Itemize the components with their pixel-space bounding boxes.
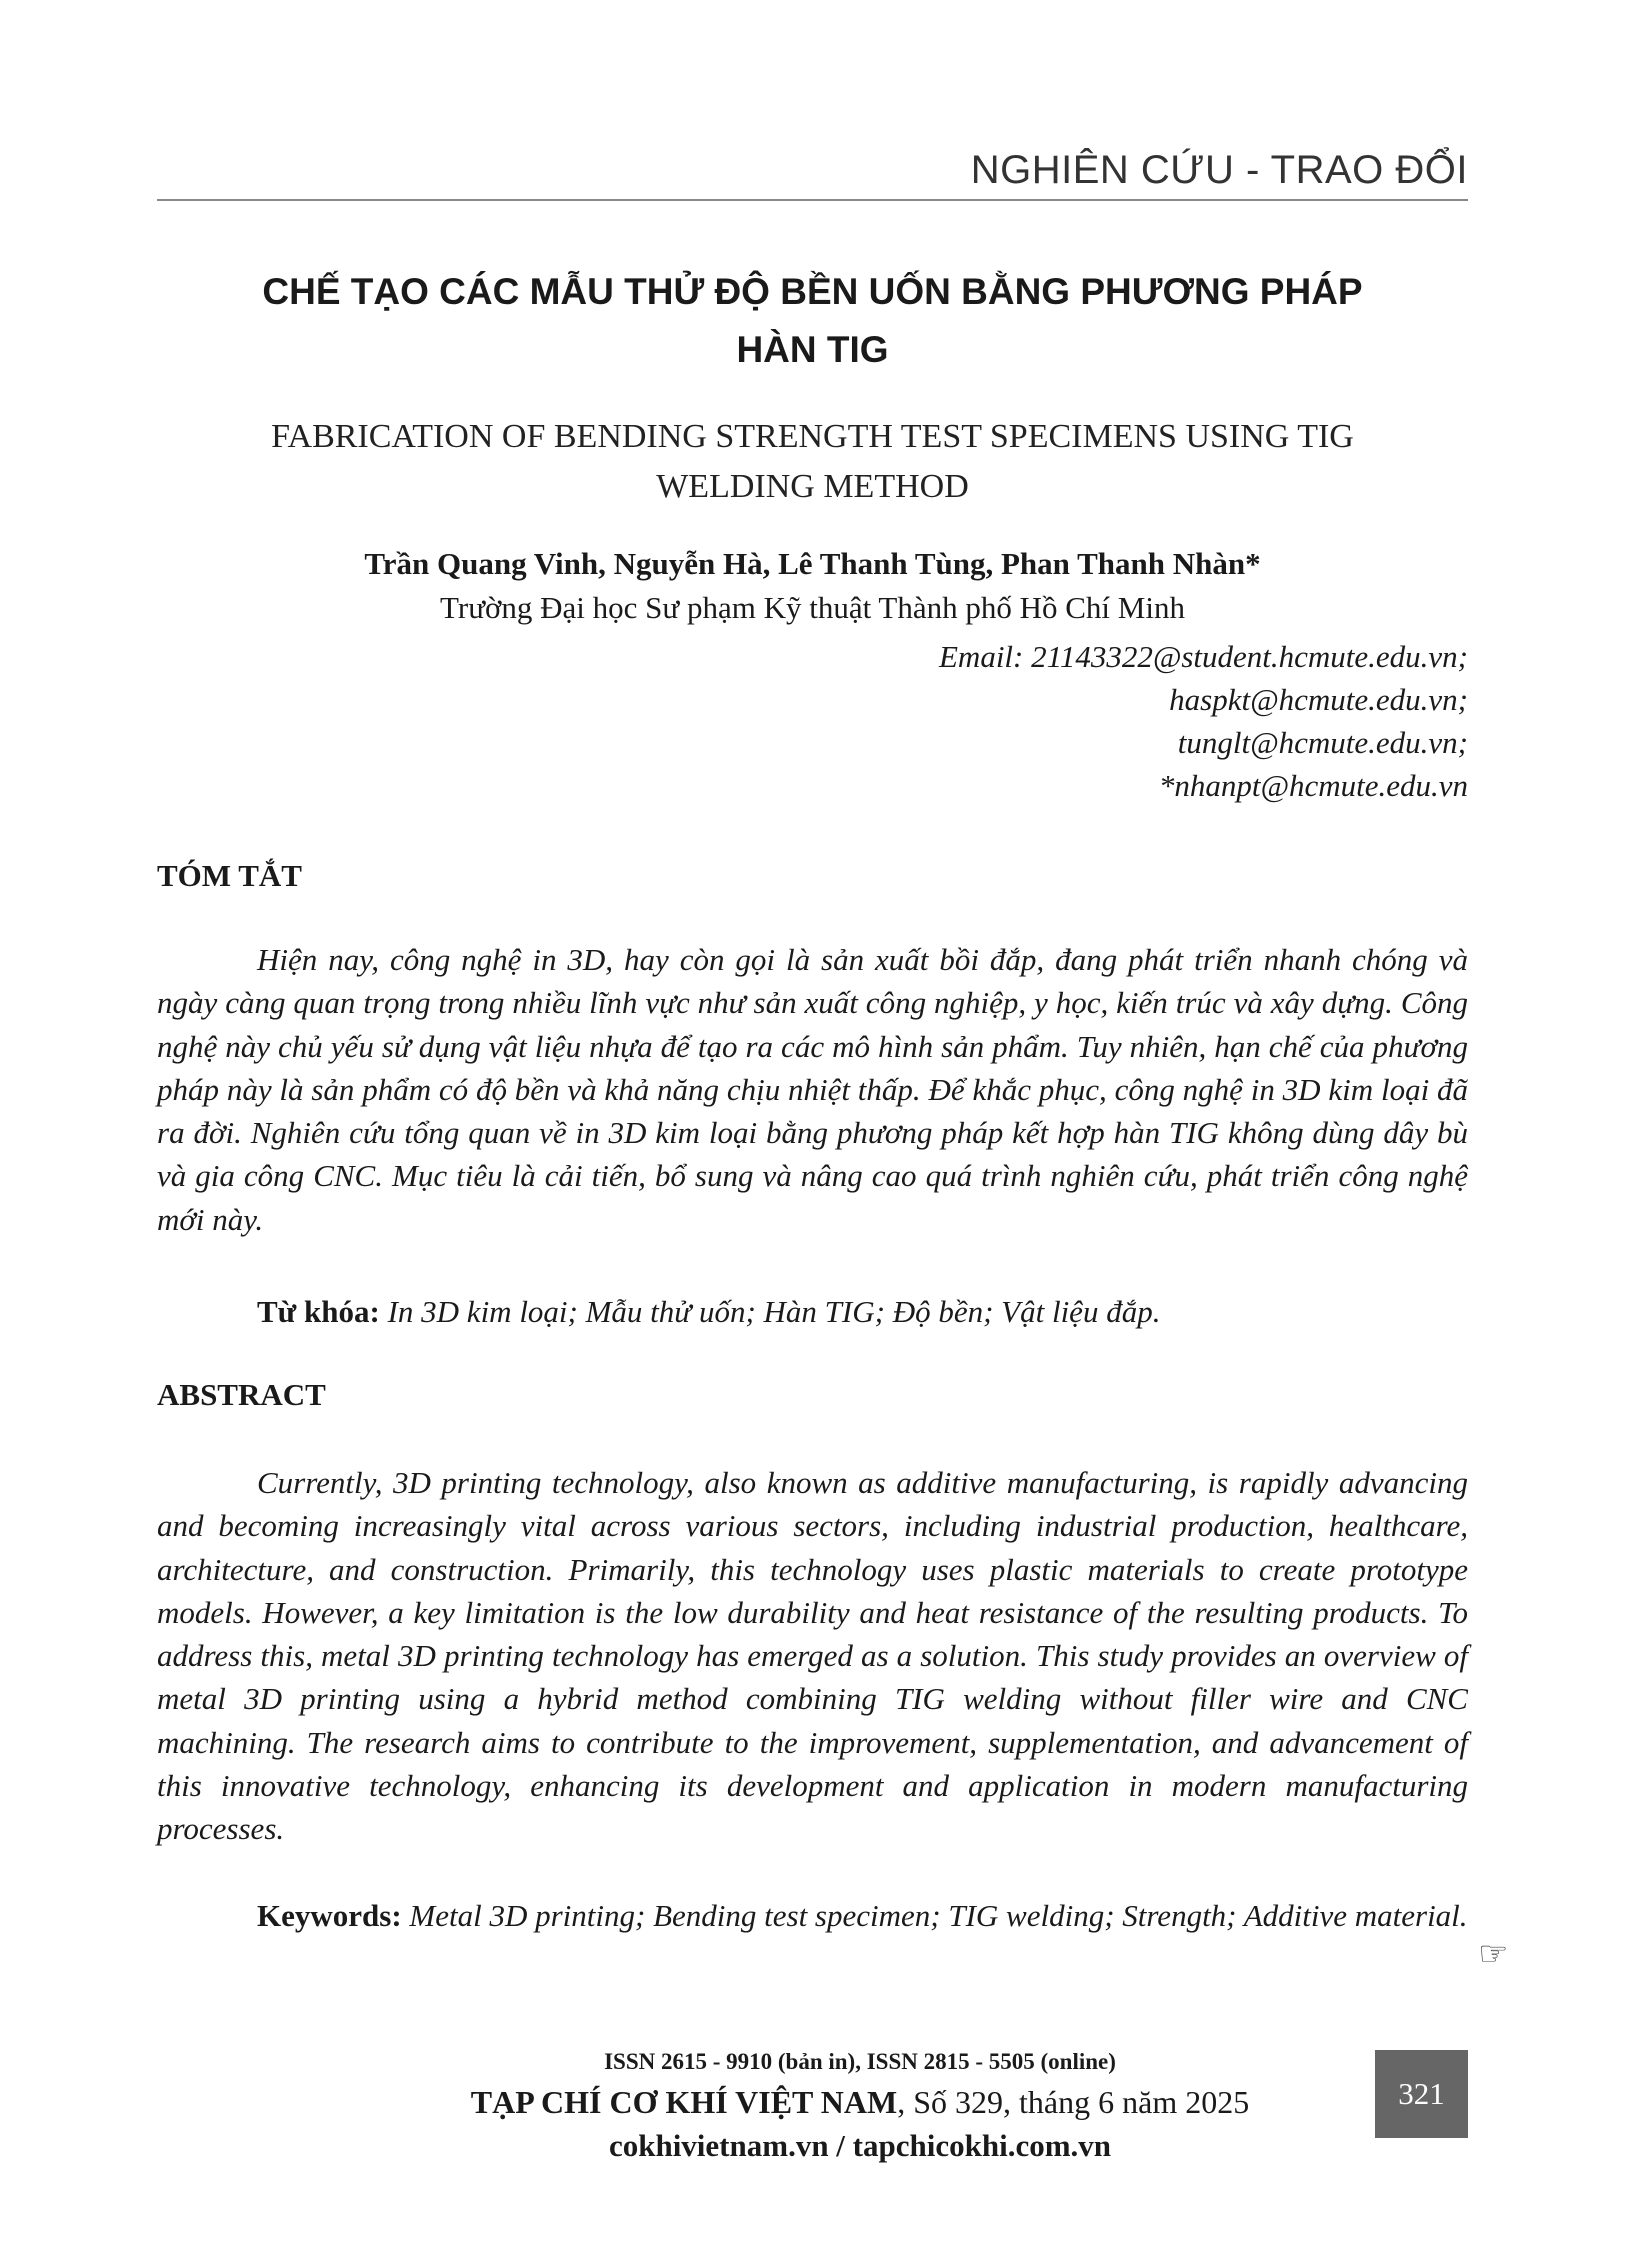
tomtat-keywords-text: In 3D kim loại; Mẫu thử uốn; Hàn TIG; Độ bền; Vật liệu đắp. — [387, 1294, 1161, 1329]
pointing-hand-icon: ☜ — [1478, 1934, 1509, 1974]
abstract-keywords-text: Metal 3D printing; Bending test specimen; TIG welding; Strength; Additive material. — [409, 1898, 1468, 1933]
authors: Trần Quang Vinh, Nguyễn Hà, Lê Thanh Tùng, Phan Thanh Nhàn* — [364, 546, 1261, 581]
title-en-line-1: FABRICATION OF BENDING STRENGTH TEST SPECIMENS USING TIG — [271, 418, 1354, 455]
title-vn-line-2: HÀN TIG — [736, 329, 889, 370]
tomtat-heading: TÓM TẮT — [157, 858, 302, 893]
email-4: *nhanpt@hcmute.edu.vn — [1158, 768, 1468, 803]
article-title-vietnamese — [157, 263, 1468, 379]
email-3: tunglt@hcmute.edu.vn; — [1177, 725, 1468, 760]
footer-issn: ISSN 2615 - 9910 (bản in), ISSN 2815 - 5505 (online) — [604, 2049, 1116, 2074]
abstract-keywords — [157, 1894, 1468, 1937]
tomtat-body: Hiện nay, công nghệ in 3D, hay còn gọi là sản xuất bồi đắp, đang phát triển nhanh chóng và ngày càng quan trọng trong nhiều lĩnh vực như sản xuất công nghiệp, y học, kiến trúc và xây dựng. Công nghệ này chủ yếu sử dụng vật liệu nhựa để tạo ra các mô hình sản phẩm. Tuy nhiên, hạn chế của phương pháp này là sản phẩm có độ bền và khả năng chịu nhiệt thấp. Để khắc phục, công nghệ in 3D kim loại đã ra đời. Nghiên cứu tổng quan về in 3D kim loại bằng phương pháp kết hợp hàn TIG không dùng dây bù và gia công CNC. Mục tiêu là cải tiến, bổ sung và nâng cao quá trình nghiên cứu, phát triển công nghệ mới này. — [157, 942, 1468, 1237]
abstract-keywords-label: Keywords: — [257, 1898, 402, 1933]
header-rule — [157, 199, 1468, 201]
footer-websites: cokhivietnam.vn / tapchicokhi.com.vn — [608, 2128, 1112, 2163]
section-label: NGHIÊN CỨU - TRAO ĐỔI — [970, 148, 1468, 192]
abstract-body: Currently, 3D printing technology, also known as additive manufacturing, is rapidly advancing and becoming increasingly vital across various sectors, including industrial production, healthcare, architecture, and construction. Primarily, this technology uses plastic materials to create prototype models. However, a key limitation is the low durability and heat resistance of the resulting products. To address this, metal 3D printing technology has emerged as a solution. This study provides an overview of metal 3D printing using a hybrid method combining TIG welding without filler wire and CNC machining. The research aims to contribute to the improvement, supplementation, and advancement of this innovative technology, enhancing its development and application in modern manufacturing processes. — [157, 1465, 1468, 1847]
abstract-heading: ABSTRACT — [157, 1377, 326, 1412]
page-number: 321 — [1375, 2050, 1468, 2138]
affiliation: Trường Đại học Sư phạm Kỹ thuật Thành phố Hồ Chí Minh — [440, 590, 1185, 625]
tomtat-keywords-label: Từ khóa: — [257, 1294, 380, 1329]
footer-journal — [360, 2084, 1360, 2121]
title-vn-line-1: CHẾ TẠO CÁC MẪU THỬ ĐỘ BỀN UỐN BẰNG PHƯƠNG PHÁP — [262, 271, 1363, 312]
footer-journal-issue: , Số 329, tháng 6 năm 2025 — [897, 2084, 1250, 2120]
email-list — [939, 635, 1468, 807]
article-title-english — [157, 412, 1468, 512]
email-1: Email: 21143322@student.hcmute.edu.vn; — [939, 639, 1468, 674]
tomtat-keywords — [157, 1290, 1468, 1333]
title-en-line-2: WELDING METHOD — [656, 468, 969, 505]
email-2: haspkt@hcmute.edu.vn; — [1169, 682, 1468, 717]
footer-journal-name: TẠP CHÍ CƠ KHÍ VIỆT NAM — [470, 2084, 898, 2120]
